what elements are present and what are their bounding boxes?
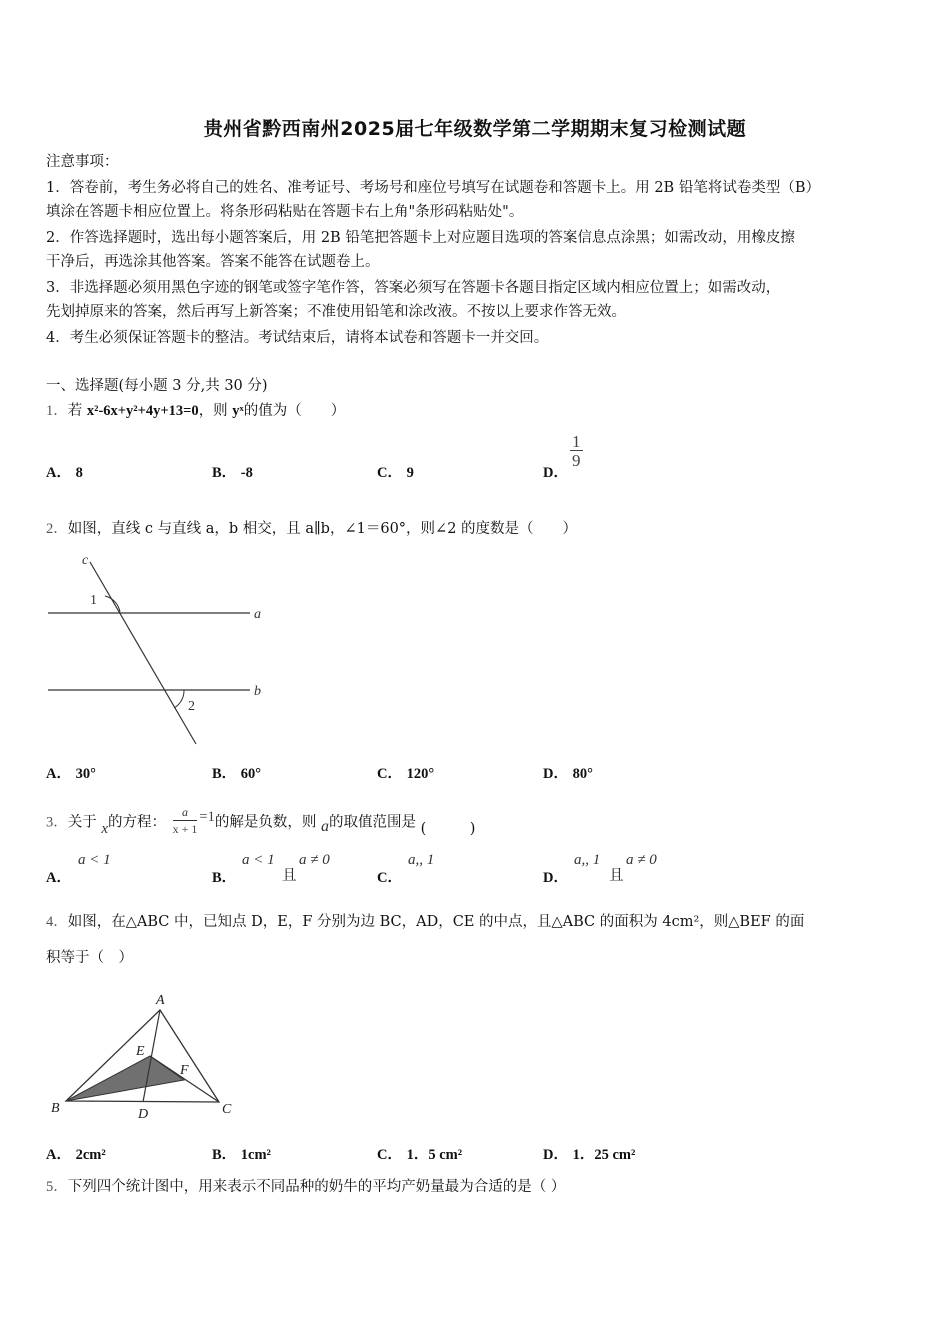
q4-option-b[interactable]: [212, 1143, 271, 1164]
q2-text: 如图，直线 c 与直线 a，b 相交，且 a∥b，∠1＝60°，则∠2 的度数是（ ）: [67, 521, 578, 537]
line-c: [90, 562, 196, 744]
option-label: D．: [543, 465, 568, 481]
q3-option-b-math: a < 1: [242, 852, 275, 868]
q3-option-d-math: a,, 1: [574, 852, 601, 868]
q3-option-d-math2: a ≠ 0: [626, 852, 657, 868]
option-text: 120°: [406, 766, 435, 782]
fraction-denominator: x + 1: [172, 822, 198, 836]
option-label: C．: [377, 1147, 402, 1163]
question-number: 2．: [46, 521, 68, 537]
option-label: A．: [46, 465, 71, 481]
note-1-line-1: 1．答卷前，考生务必将自己的姓名、准考证号、考场号和座位号填写在试题卷和答题卡上。用 2B 铅笔将试卷类型（B）: [46, 180, 820, 196]
q3-fraction: [173, 804, 198, 837]
q2-option-b[interactable]: [212, 762, 261, 783]
question-1: [46, 401, 345, 421]
label-C: C: [222, 1102, 232, 1117]
page-title: 贵州省黔西南州2025届七年级数学第二学期期末复习检测试题: [203, 118, 747, 140]
fraction-numerator: a: [173, 804, 198, 821]
option-text: 2cm²: [75, 1147, 106, 1163]
q4-option-a[interactable]: [46, 1143, 106, 1164]
label-c: c: [82, 553, 89, 568]
option-label: C．: [377, 870, 402, 886]
note-3-line-1: 3．非选择题必须用黑色字迹的钢笔或签字笔作答，答案必须写在答题卡各题目指定区域内相应位置上；如需改动，: [46, 280, 781, 296]
question-3: [46, 806, 475, 839]
option-text: 1．5 cm²: [406, 1147, 463, 1163]
label-F: F: [180, 1063, 189, 1078]
note-3-line-2: 先划掉原来的答案，然后再写上新答案；不准使用铅笔和涂改液。不按以上要求作答无效。: [46, 304, 626, 320]
option-label: A．: [46, 1147, 71, 1163]
q3-option-a-math: a < 1: [78, 852, 111, 868]
q3-option-c[interactable]: [377, 866, 402, 887]
q5-text: 下列四个统计图中，用来表示不同品种的奶牛的平均产奶量最为合适的是（ ）: [67, 1179, 566, 1195]
notes-heading: 注意事项：: [46, 154, 119, 170]
label-b: b: [254, 684, 261, 699]
option-label: D．: [543, 870, 568, 886]
q2-parallel-lines-figure: [40, 550, 280, 750]
q2-option-d[interactable]: [543, 762, 593, 783]
label-angle-1: 1: [90, 593, 97, 608]
shaded-triangle-bef: [66, 1056, 184, 1101]
option-label: D．: [543, 766, 568, 782]
label-A: A: [156, 993, 165, 1008]
question-4-line-2: 积等于（ ）: [46, 950, 133, 966]
label-D: D: [138, 1107, 149, 1122]
question-4-line-1: [46, 912, 804, 932]
q1-option-c[interactable]: [377, 461, 414, 482]
question-2: [46, 519, 577, 539]
q3-post: 的取值范围是: [328, 814, 416, 831]
q1-option-a[interactable]: [46, 461, 83, 482]
option-text: 1cm²: [240, 1147, 271, 1163]
option-text: -8: [240, 465, 253, 481]
q3-option-d[interactable]: [543, 866, 568, 887]
q1-post: 的值为（ ）: [243, 403, 346, 419]
q4-option-d[interactable]: [543, 1143, 635, 1164]
q3-option-c-math: a,, 1: [408, 852, 435, 868]
q1-mid: ，则: [198, 403, 233, 419]
label-angle-2: 2: [188, 699, 195, 714]
q1-option-b[interactable]: [212, 461, 253, 482]
option-text: 1．25 cm²: [572, 1147, 636, 1163]
label-a: a: [254, 607, 261, 622]
q3-rhs: =1: [199, 808, 215, 825]
section-heading: 一、选择题(每小题 3 分,共 30 分): [46, 378, 268, 394]
option-label: B．: [212, 465, 237, 481]
option-text: 9: [406, 465, 414, 481]
question-number: 5．: [46, 1179, 68, 1195]
q3-variable-a: a: [320, 817, 329, 835]
note-2-line-1: 2．作答选择题时，选出每小题答案后，用 2B 铅笔把答题卡上对应题目选项的答案信息点涂黑；如需改动，用橡皮擦: [46, 230, 795, 246]
q1-pre: 若: [67, 403, 87, 419]
option-label: D．: [543, 1147, 568, 1163]
option-text: 30°: [75, 766, 96, 782]
q3-answer-paren: ( ): [420, 820, 476, 837]
option-label: C．: [377, 766, 402, 782]
q1-expression: yˣ: [232, 403, 244, 419]
question-number: 1．: [46, 403, 68, 419]
label-E: E: [136, 1044, 145, 1059]
q3-variable-x: x: [101, 820, 109, 837]
q1-option-d[interactable]: [543, 461, 568, 482]
q3-option-d-conj: 且: [609, 868, 624, 884]
q3-option-b[interactable]: [212, 866, 236, 887]
q4-option-c[interactable]: [377, 1143, 462, 1164]
angle-2-arc: [174, 690, 184, 708]
q4-triangle-figure: [44, 988, 244, 1124]
option-label: A．: [46, 766, 71, 782]
option-label: B．: [212, 870, 237, 886]
question-5: [46, 1177, 565, 1197]
fraction-denominator: 9: [572, 451, 581, 470]
q3-pre: 关于: [67, 814, 97, 831]
q4-text-line-1: 如图，在△ABC 中，已知点 D，E，F 分别为边 BC，AD，CE 的中点，且△ABC 的面积为 4cm²，则△BEF 的面: [67, 914, 805, 930]
option-text: 80°: [572, 766, 593, 782]
question-number: 3．: [46, 814, 68, 831]
question-number: 4．: [46, 914, 68, 930]
option-label: C．: [377, 465, 402, 481]
q3-mid2: 的解是负数，则: [214, 814, 317, 831]
fraction-numerator: 1: [572, 432, 581, 451]
q3-option-a[interactable]: [46, 866, 71, 887]
q2-option-a[interactable]: [46, 762, 96, 783]
q2-option-c[interactable]: [377, 762, 434, 783]
q3-option-b-math2: a ≠ 0: [299, 852, 330, 868]
q1-option-d-fraction: [570, 434, 583, 469]
option-text: 8: [75, 465, 83, 481]
option-label: B．: [212, 1147, 237, 1163]
note-4: 4．考生必须保证答题卡的整洁。考试结束后，请将本试卷和答题卡一并交回。: [46, 330, 549, 346]
q1-equation: x²-6x+y²+4y+13=0: [86, 403, 199, 419]
note-1-line-2: 填涂在答题卡相应位置上。将条形码粘贴在答题卡右上角"条形码粘贴处"。: [46, 204, 524, 220]
q3-option-b-conj: 且: [282, 868, 297, 884]
option-label: B．: [212, 766, 237, 782]
label-B: B: [51, 1101, 60, 1116]
q3-mid: 的方程：: [108, 814, 167, 831]
note-2-line-2: 干净后，再选涂其他答案。答案不能答在试题卷上。: [46, 254, 380, 270]
option-text: 60°: [240, 766, 262, 782]
option-label: A．: [46, 870, 71, 886]
